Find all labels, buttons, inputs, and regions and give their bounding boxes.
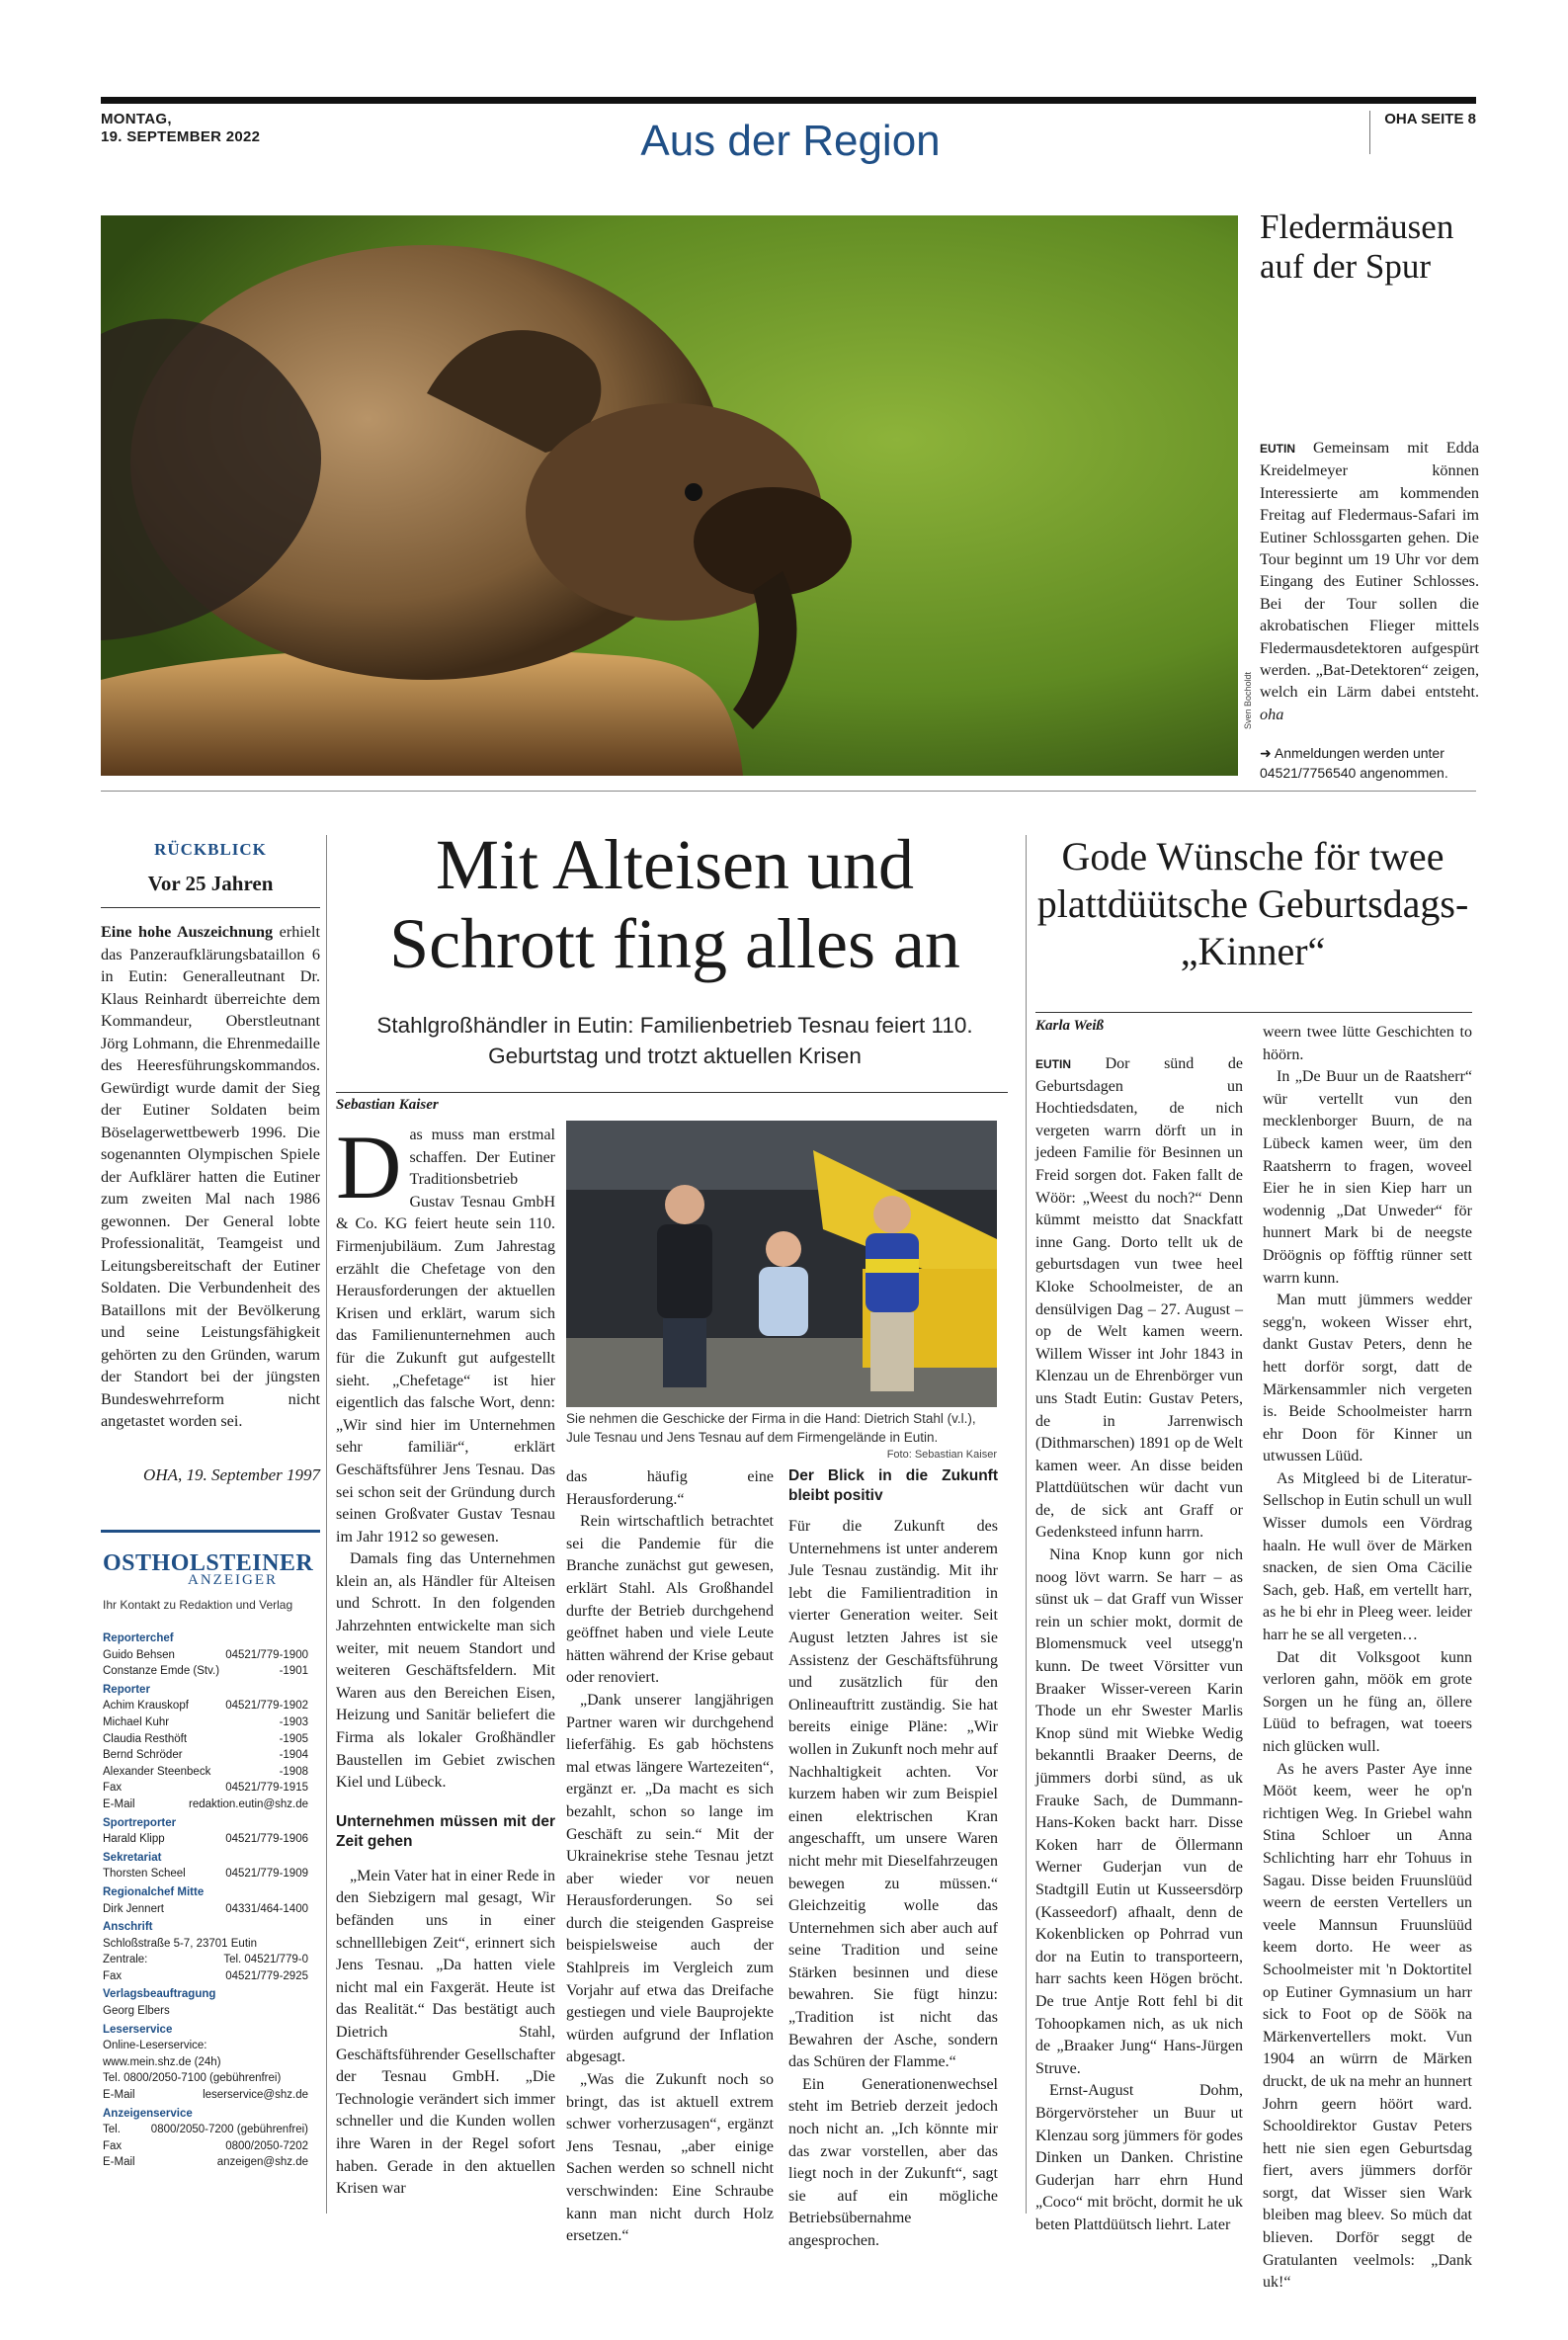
contact-value: 04331/464-1400: [225, 1902, 308, 1915]
photo-credit: Sven Bocholdt: [1243, 671, 1253, 729]
contact-section-heading: Reporter: [103, 1683, 150, 1696]
contact-label: Dirk Jennert: [103, 1902, 164, 1915]
contact-value: 04521/779-1909: [225, 1868, 308, 1880]
top-rule: [101, 97, 1476, 104]
contact-label: Constanze Emde (Stv.): [103, 1665, 220, 1678]
contact-section-heading: Sekretariat: [103, 1851, 162, 1864]
platt-column-1: EUTIN Dor sünd de Geburtsdagen un Hochtiedsdaten, de nich vergeten warrn dörft un in jedeen Familie för Besinnen un Freid sorgen dot. Faken fallt de Wöör: „Weest du noch?“ Denn kümmt meistto dat Snackfatt inne Gang. Dorto tellt uk de geburtsdagen vun twee heel Kloke Schoolmeister, de an densülvigen Dag – 27. August – op de Welt kamen weern. Willem Wisser int Johr 1843 in Klenzau un de Ehrenbörger vun uns Stadt Eutin: Gustav Peters, de in Jarrenwisch (Dithmarschen) 1891 op de Welt kamen weer. An disse beiden Plattdüütschen wür dacht vun de, de sick ant Graff or Gedenksteed infunn harrn. Nina Knop kunn gor nich noog lövt warrn. Se harr – as sünst uk – dat Graff vun Wisser rein un schier mokt, dormit de Blomensmuck veel utsegg'n kunn. De tweet Vörsitter vun Braaker Wisser-vereen Karin Thode un ehr Swester Marlis Knop sünd mit Wiebke Wedig bekanntli Braaker Deerns, de jümmers dorbi sünd, as uk Frauke Sach, de Dummann-Hans-Koken backt harr. Disse Koken harr de Öllermann Werner Guderjan vun de Stadtgill Eutin ut Kusseersdörp (Kasseedorf) afhaalt, denn de Kokenblicken op Pohrrad vun dor na Eutin to transporteern, harr sachts keen Högen bröcht. De true Antje Rott fehl bi dit Tohoopkamen nich, as uk nich de „Braaker Jung“ Hans-Jürgen Struve. Ernst-August Dohm, Börgervörsteher un Buur ut Klenzau sorg jümmers för godes Dinken un Danken. Christine Guderjan harr ehrn Hund „Coco“ mit bröcht, dormit he uk beten Plattdüütsch liehrt. Later: [1035, 1055, 1243, 2233]
company-photo: [566, 1121, 997, 1407]
bat-headline: Fledermäusen auf der Spur: [1260, 208, 1454, 286]
contact-label: Claudia Resthöft: [103, 1732, 188, 1745]
contact-value: 04521/779-1902: [225, 1700, 308, 1713]
arrow-right-icon: ➜: [1260, 745, 1272, 761]
contact-row: [103, 2070, 308, 2087]
article-subheading: Unternehmen müssen mit der Zeit gehen: [336, 1812, 555, 1850]
contact-value: Tel. 04521/779-0: [223, 1954, 308, 1966]
people-illustration: [566, 1121, 997, 1407]
contact-section-heading: Anschrift: [103, 1921, 153, 1934]
contact-row: [103, 1797, 308, 1813]
contact-value: -1905: [279, 1732, 308, 1745]
contact-label: Zentrale:: [103, 1954, 148, 1966]
contact-section-heading: Anzeigenservice: [103, 2107, 193, 2120]
contact-value: -1903: [279, 1715, 308, 1728]
bat-note: ➜ Anmeldungen werden unter 04521/7756540 angenommen.: [1260, 745, 1448, 781]
contact-label: www.mein.shz.de (24h): [103, 2055, 221, 2068]
contact-row: [103, 1731, 308, 1748]
contact-label: E-Mail: [103, 1797, 135, 1810]
contact-row: [103, 2003, 308, 2020]
contact-row: [103, 1952, 308, 1968]
contact-row: [103, 1698, 308, 1714]
contact-section-heading: Reporterchef: [103, 1632, 174, 1644]
section-title: Aus der Region: [640, 117, 941, 165]
contact-row: [103, 2038, 308, 2054]
platt-headline: Gode Wünsche för twee plattdüütsche Geburtsdags-„Kinner“: [1036, 834, 1469, 973]
contact-row: [103, 2054, 308, 2071]
newspaper-logo-sub: ANZEIGER: [188, 1572, 278, 1588]
contact-value: 0800/2050-7200 (gebührenfrei): [150, 2124, 308, 2136]
photo-caption: Sie nehmen die Geschicke der Firma in die Hand: Dietrich Stahl (v.l.), Jule Tesnau und Jens Tesnau auf dem Firmengelände in Eutin.: [566, 1411, 976, 1445]
contact-label: Michael Kuhr: [103, 1715, 170, 1728]
contact-label: Guido Behsen: [103, 1648, 175, 1661]
contact-label: Tel. 0800/2050-7100 (gebührenfrei): [103, 2072, 282, 2085]
contact-label: Fax: [103, 1969, 123, 1982]
newspaper-logo: OSTHOLSTEINER: [103, 1550, 314, 1576]
contact-label: Tel.: [103, 2124, 121, 2136]
rueckblick-body: Eine hohe Auszeichnung erhielt das Panzeraufklärungsbataillon 6 in Eutin: Generalleutnant Dr. Klaus Reinhardt überreichte dem Kommandeur, Oberstleutnant Jörg Lohmann, die Ehrenmedaille des Heeresführungskommandos. Gewürdigt wurde damit der Sieg der Eutiner Soldaten beim Böselagerwettbewerb 1996. Die sogenannten Olympischen Spiele der Aufklärer hatten die Eutiner zum zweiten Mal nach 1986 gewonnen. Der General lobte Professionalität, Teamgeist und Leitungsbereitschaft der Eutiner Soldaten. Die Verbundenheit des Bataillons mit der Bevölkerung und seine Leistungsfähigkeit gehörten zu den Gründen, warum der Standort bei der jüngsten Bundeswehrreform nicht angetastet worden sei.: [101, 923, 320, 1430]
contact-row: [103, 1663, 308, 1680]
contact-row: [103, 1714, 308, 1731]
divider-vertical: [1026, 835, 1027, 2214]
article-subheading: Der Blick in die Zukunft bleibt positiv: [788, 1467, 998, 1504]
contact-row: [103, 1780, 308, 1797]
contact-label: Alexander Steenbeck: [103, 1765, 211, 1778]
article-author: Sebastian Kaiser: [336, 1097, 439, 1113]
contact-row: [103, 1936, 308, 1953]
divider-horizontal: [336, 1092, 1008, 1093]
contact-value: 04521/779-1915: [225, 1782, 308, 1795]
contact-tagline: Ihr Kontakt zu Redaktion und Verlag: [103, 1598, 293, 1612]
contact-value: -1908: [279, 1765, 308, 1778]
contact-label: Achim Krauskopf: [103, 1700, 189, 1713]
main-subheadline: Stahlgroßhändler in Eutin: Familienbetrieb Tesnau feiert 110. Geburtstag und trotzt aktuellen Krisen: [376, 1013, 973, 1068]
contact-label: Fax: [103, 2139, 123, 2152]
bat-body: EUTIN Gemeinsam mit Edda Kreidelmeyer können Interessierte am kommenden Freitag auf Fledermaus-Safari im Eutiner Schlossgarten gehen. Die Tour beginnt um 19 Uhr vor dem Eingang des Eutiner Schlosses. Bei der Tour sollen die akrobatischen Flieger mittels Fledermausdetektoren aufgespürt werden. „Bat-Detektoren“ zeigen, welch ein Lärm dabei entsteht. oha: [1260, 439, 1480, 723]
contact-value: leserservice@shz.de: [203, 2089, 308, 2102]
contact-section-heading: Regionalchef Mitte: [103, 1885, 205, 1898]
contact-label: Bernd Schröder: [103, 1749, 183, 1762]
contact-row: [103, 2087, 308, 2104]
contact-label: E-Mail: [103, 2089, 135, 2102]
contact-section-heading: Leserservice: [103, 2023, 173, 2036]
contact-list: [103, 1629, 308, 2171]
contact-row: [103, 2138, 308, 2155]
box-top-rule: [101, 1530, 320, 1533]
contact-row: [103, 1747, 308, 1764]
divider-horizontal: [1035, 1012, 1472, 1013]
page-number: OHA SEITE 8: [1369, 111, 1476, 154]
contact-value: -1901: [279, 1665, 308, 1678]
rueckblick-label: RÜCKBLICK: [154, 840, 267, 859]
contact-row: [103, 2122, 308, 2138]
contact-value: 04521/779-1900: [225, 1648, 308, 1661]
contact-row: [103, 1647, 308, 1664]
contact-value: 0800/2050-7202: [225, 2139, 308, 2152]
contact-label: Thorsten Scheel: [103, 1868, 186, 1880]
contact-label: Schloßstraße 5-7, 23701 Eutin: [103, 1937, 257, 1950]
divider-horizontal: [101, 791, 1476, 792]
bat-photo: [101, 215, 1238, 776]
contact-label: Georg Elbers: [103, 2005, 170, 2018]
contact-value: -1904: [279, 1749, 308, 1762]
contact-label: Fax: [103, 1782, 123, 1795]
contact-row: [103, 1764, 308, 1781]
main-headline: Mit Alteisen und Schrott fing alles an: [389, 825, 960, 983]
contact-row: [103, 1968, 308, 1985]
contact-row: [103, 1901, 308, 1918]
contact-section-heading: Verlagsbeauftragung: [103, 1988, 216, 2001]
article-column-3: Der Blick in die Zukunft bleibt positiv Für die Zukunft des Unternehmens ist unter anderem Jule Tesnau zuständig. Mit ihr lebt die Familientradition in vierter Generation weiter. Seit August letzten Jahres ist sie Assistenz der Geschäftsführung und zusätzlich für den Onlineauftritt zuständig. Sie hat bereits einige Pläne: „Wir wollen in Zukunft noch mehr auf Nachhaltigkeit achten. Vor kurzem haben wir zum Beispiel einen elektrischen Kran angeschafft, um unsere Waren nicht mehr mit Dieselfahrzeugen bewegen zu müssen.“ Gleichzeitig wolle das Unternehmen sich aber auch auf seine Tradition und seine Stärken besinnen und diese bewahren. Sie fügt hinzu: „Tradition ist nicht das Bewahren der Asche, sondern das Schüren der Flamme.“ Ein Generationenwechsel steht im Betrieb derzeit jedoch noch nicht an. „Ich könnte mir das zwar vorstellen, aber das liegt noch in der Zukunft“, sagt sie auf ein mögliche Betriebsübernahme angesprochen.: [788, 1467, 998, 2249]
article-column-2: das häufig eine Herausforderung.“ Rein wirtschaftlich betrachtet sei die Pandemie für die Branche zunächst gut gewesen, erklärt Stahl. Als Großhandel durfte der Betrieb durchgehend geöffnet haben und viele Leute hätten während der Krise gebaut oder renoviert. „Dank unserer langjährigen Partner waren wir durchgehend lieferfähig. Es gab höchstens mal etwas längere Wartezeiten“, ergänzt er. „Da macht es sich bezahlt, schon so lange im Geschäft zu sein.“ Mit der Ukrainekrise stehe Tesnau jetzt aber wieder vor neuen Herausforderungen. So sei durch die steigenden Gaspreise beispielsweise auch der Stahlpreis im Vergleich zum Vorjahr auf etwa das Dreifache gestiegen und viele Bauprojekte würden aufgrund der Inflation abgesagt. „Was die Zukunft noch so bringt, das ist aktuell extrem schwer vorherzusagen“, ergänzt Jens Tesnau, „aber einige Sachen werden so schnell nicht verschwinden: Eine Schraube kann man nicht durch Holz ersetzen.“: [566, 1468, 774, 2245]
contact-value: 04521/779-1906: [225, 1833, 308, 1846]
bat-illustration: [101, 215, 1238, 776]
contact-value: 04521/779-2925: [225, 1969, 308, 1982]
contact-label: Harald Klipp: [103, 1833, 165, 1846]
contact-row: [103, 1866, 308, 1882]
divider-horizontal: [101, 907, 320, 908]
contact-label: Online-Leserservice:: [103, 2040, 207, 2052]
drop-cap: D: [336, 1117, 402, 1217]
issue-date: MONTAG, 19. SEPTEMBER 2022: [101, 111, 261, 145]
rueckblick-source: OHA, 19. September 1997: [143, 1465, 320, 1484]
platt-column-2: weern twee lütte Geschichten to höörn. In „De Buur un de Raatsherr“ wür vertellt vun den mecklenborger Buurn, de na Lübeck kamen weer, üm den Raatsherrn to fragen, woveel Eier he in sien Kiep harr un wodennig „Dat Unweder“ för hunnert Mark bi de neegste Dröögnis op föfftig rünner sett warrn kunn. Man mutt jümmers wedder segg'n, wokeen Wisser ehrt, dankt Gustav Peters, denn he hett dorför sorgt, datt de Märkensammler nich vergeten is. Beide Schoolmeister harrn ehr Doon för Kinner un utwussen Lüüd. As Mitgleed bi de Literatur-Sellschop in Eutin schull un wull Wisser dumols een Vördrag haaln. He wull över de Märken snacken, de sien Oma Cäcilie Sach, geb. Haß, em vertellt harr, as he bi ehr in Pleeg weer. leider harr he se all vergeten… Dat dit Volksgoot kunn verloren gahn, möök em grote Sorgen un he füng an, öllere Lüüd to befragen, wat toeers nich glücken wull. As he avers Paster Aye inne Mööt keem, weer he op'n richtigen Weg. In Griebel wahn Stina Schloer un Anna Schlichting harr ehr Tohuus in Sagau. Disse beiden Fruunslüüd weern de eersten Vertellers un veele Mannsun Fruunslüüd keem dorto. He weer as Schoolmeister mit 'n Doktortitel op Eutiner Gymnasium un harr sick to Foot op de Söök na Märkenvertellers mokt. Vun 1904 an würrn de Märken druckt, de uk na mehr an hunnert Johrn geern höört ward. Schooldirektor Gustav Peters hett nie sien egen Geburtsdag fiert, avers jümmers dorför sorgt, dat Wisser sien Wark bleiben mag bleev. So müch dat blieven. Dorför seggt de Gratulanten veelmols: „Dank uk!“: [1263, 1024, 1472, 2292]
article-column-1: D as muss man erstmal schaffen. Der Eutiner Traditionsbetrieb Gustav Tesnau GmbH & Co. KG feiert heute sein 110. Firmenjubiläum. Zum Jahrestag erzählt die Chefetage von den Herausforderungen der aktuellen Krisen und erklärt, warum sich das Familienunternehmen auch für die Zukunft gut aufgestellt sieht. „Chefetage“ ist hier eigentlich das falsche Wort, denn: „Wir sind hier im Unternehmen sehr familiär“, erklärt Geschäftsführer Jens Tesnau. Das sei schon seit der Gründung durch seinen Großvater Gustav Tesnau im Jahr 1912 so gewesen. Damals fing das Unternehmen klein an, als Händler für Alteisen und Schrott. In den folgenden Jahrzehnten entwickelte man sich weiter, mit neuem Standort und weiteren Geschäftsfeldern. Mit Waren aus den Bereichen Eisen, Heizung und Sanitär beliefert die Firma als lokaler Großhändler Baustellen im Gebiet zwischen Kiel und Lübeck. Unternehmen müssen mit der Zeit gehen „Mein Vater hat in einer Rede in den Siebzigern mal gesagt, Wir befänden uns in einer schnelllebigen Zeit“, erinnert sich Jens Tesnau. „Da hatten viele nicht mal ein Faxgerät. Heute ist das Realität.“ Das bestätigt auch Dietrich Stahl, Geschäftsführender Gesellschafter der Tesnau GmbH. „Die Technologie verändert sich immer schneller und die Kunden wollen ihre Waren in der Regel sofort haben. Gerade in den aktuellen Krisen war: [336, 1117, 555, 2198]
contact-row: [103, 1831, 308, 1848]
rueckblick-subtitle: Vor 25 Jahren: [147, 872, 274, 895]
divider-vertical: [326, 835, 327, 2214]
contact-value: redaktion.eutin@shz.de: [189, 1797, 308, 1810]
contact-row: [103, 2154, 308, 2171]
photo-caption-credit: Foto: Sebastian Kaiser: [886, 1449, 997, 1461]
contact-value: anzeigen@shz.de: [216, 2156, 308, 2169]
contact-label: E-Mail: [103, 2156, 135, 2169]
contact-section-heading: Sportreporter: [103, 1816, 177, 1829]
platt-author: Karla Weiß: [1035, 1018, 1105, 1034]
